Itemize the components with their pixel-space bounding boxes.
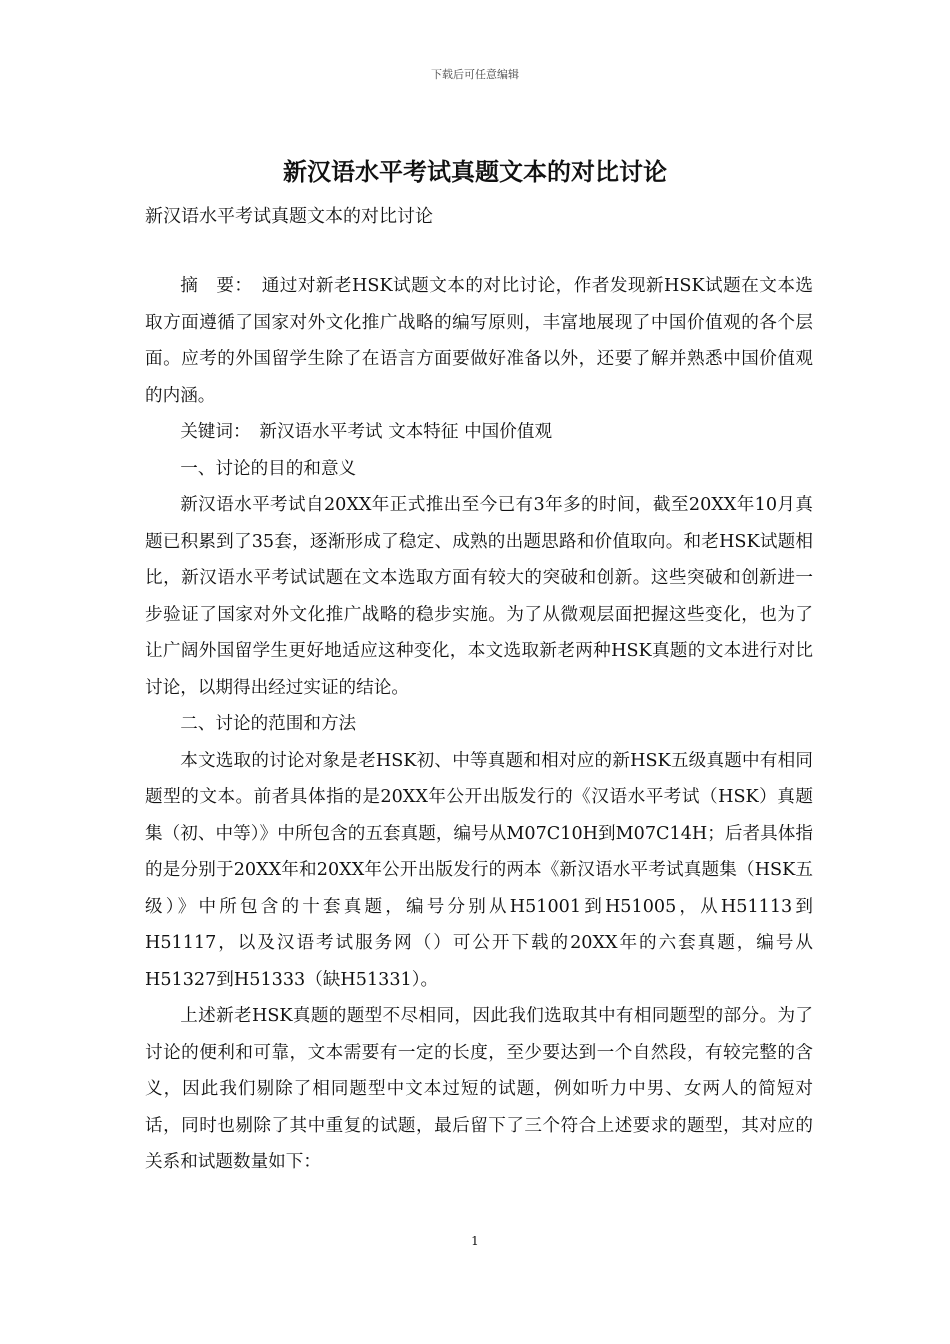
document-body [145, 268, 813, 1181]
body-paragraph: 本文选取的讨论对象是老HSK初、中等真题和相对应的新HSK五级真题中有相同题型的文本。前者具体指的是20XX年公开出版发行的《汉语水平考试（HSK）真题集（初、中等）》中所包含的五套真题，编号从M07C10H到M07C14H；后者具体指的是分别于20XX年和20XX年公开出版发行的两本《新汉语水平考试真题集（HSK五级）》中所包含的十套真题，编号分别从H51001到H51005，从H51113到H51117，以及汉语考试服务网（）可公开下载的20XX年的六套真题，编号从H51327到H51333（缺H51331）。 [145, 750, 813, 990]
body-paragraph: 新汉语水平考试自20XX年正式推出至今已有3年多的时间，截至20XX年10月真题已积累到了35套，逐渐形成了稳定、成熟的出题思路和价值取向。和老HSK试题相比，新汉语水平考试试题在文本选取方面有较大的突破和创新。这些突破和创新进一步验证了国家对外文化推广战略的稳步实施。为了从微观层面把握这些变化，也为了让广阔外国留学生更好地适应这种变化，本文选取新老两种HSK真题的文本进行对比讨论，以期得出经过实证的结论。 [145, 495, 813, 698]
section-heading: 一、讨论的目的和意义 [180, 458, 357, 479]
document-title: 新汉语水平考试真题文本的对比讨论 [283, 157, 667, 186]
body-paragraph: 上述新老HSK真题的题型不尽相同，因此我们选取其中有相同题型的部分。为了讨论的便利和可靠，文本需要有一定的长度，至少要达到一个自然段，有较完整的含义，因此我们剔除了相同题型中文本过短的试题，例如听力中男、女两人的简短对话，同时也剔除了其中重复的试题，最后留下了三个符合上述要求的题型，其对应的关系和试题数量如下： [145, 1006, 813, 1172]
keywords-line: 关键词： 新汉语水平考试 文本特征 中国价值观 [180, 422, 553, 442]
abstract-paragraph: 摘 要： 通过对新老HSK试题文本的对比讨论，作者发现新HSK试题在文本选取方面遵循了国家对外文化推广战略的编写原则，丰富地展现了中国价值观的各个层面。应考的外国留学生除了在语言方面要做好准备以外，还要了解并熟悉中国价值观的内涵。 [145, 276, 813, 406]
header-note: 下载后可任意编辑 [431, 68, 519, 81]
page-number: 1 [471, 1234, 479, 1248]
document-subtitle: 新汉语水平考试真题文本的对比讨论 [145, 206, 433, 227]
section-heading: 二、讨论的范围和方法 [180, 714, 357, 734]
